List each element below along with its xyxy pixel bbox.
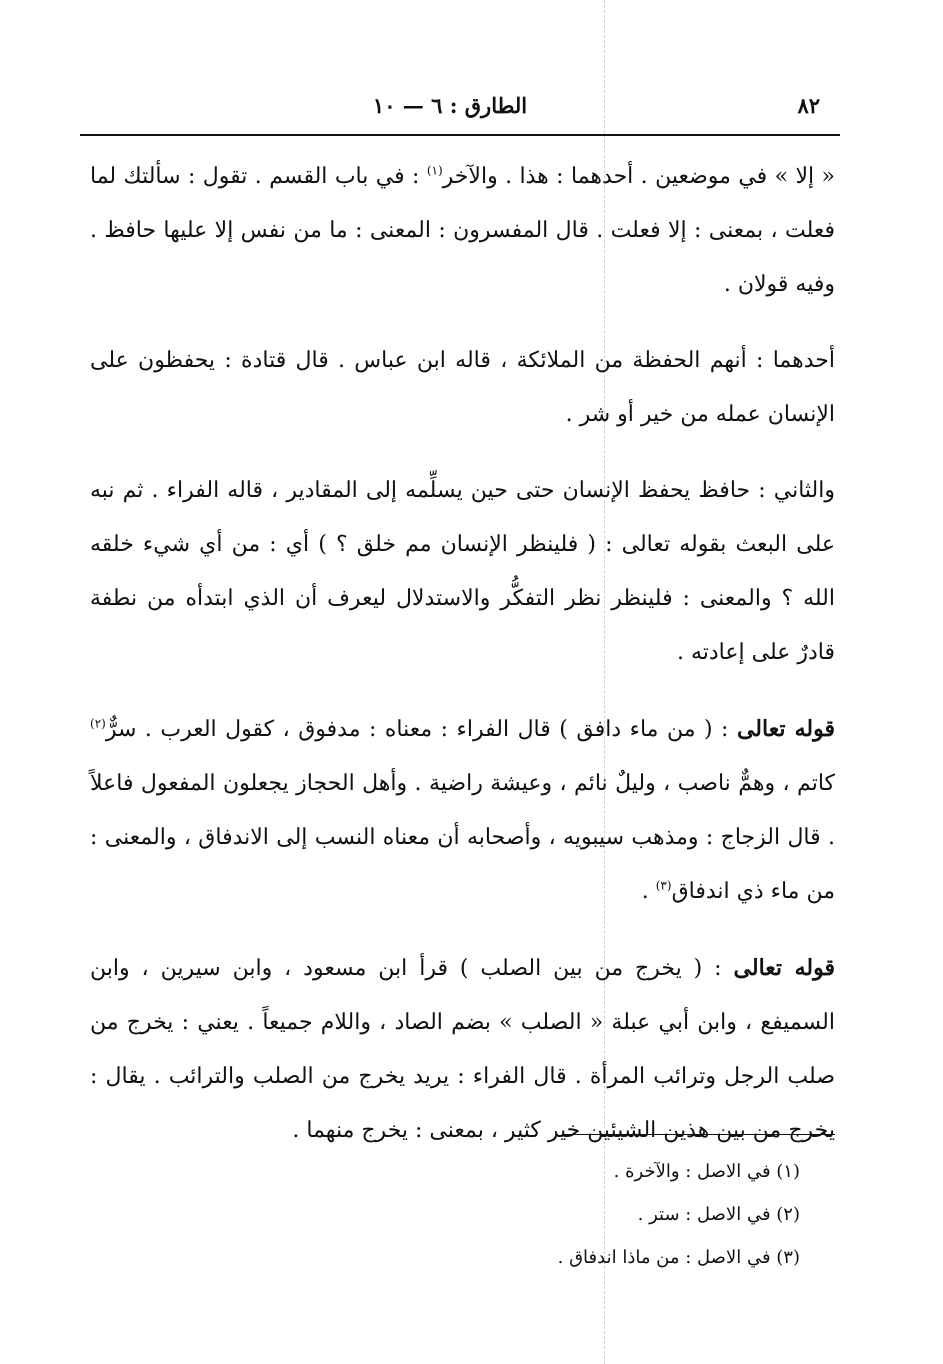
paragraph-text: والثاني : حافظ يحفظ الإنسان حتى حين يسلِّمه إلى المقادير ، قاله الفراء . ثم نبه على البعث بقوله تعالى : ( فلينظر الإنسان مم خلق ؟ ) أي : من أي شيء خلقه الله ؟ والمعنى : فلينظر نظر التفكُّر والاستدلال ليعرف أن الذي ابتدأه من نطفة قادرٌ على إعادته . — [90, 478, 835, 665]
paragraph-text: : ( من ماء دافق ) قال الفراء : معناه : مدفوق ، كقول العرب . سرٌّ — [105, 717, 737, 742]
footnotes — [300, 1150, 800, 1279]
footnote: (٢) في الاصل : ستر . — [637, 1204, 800, 1225]
paragraph-text: . — [641, 879, 656, 904]
footnote: (١) في الاصل : والآخرة . — [613, 1161, 800, 1182]
main-text — [90, 150, 835, 1180]
paragraph — [90, 464, 835, 680]
footnote: (٣) في الاصل : من ماذا اندفاق . — [557, 1247, 800, 1268]
paragraph — [90, 334, 835, 442]
paragraph — [90, 150, 835, 312]
paragraph-text: : في باب القسم . تقول : سألتك لما فعلت ، بمعنى : إلا فعلت . قال المفسرون : المعنى : ما من نفس إلا عليها حافظ . وفيه قولان . — [90, 164, 835, 297]
paragraph-text: : ( يخرج من بين الصلب ) قرأ ابن مسعود ، وابن سيرين ، وابن السميفع ، وابن أبي عبلة « الصلب » بضم الصاد ، واللام جميعاً . يعني : يخرج من صلب الرجل وترائب المرأة . قال الفراء : يريد يخرج من الصلب والترائب . يقال : يخرج من بين هذين الشيئين خير كثير ، بمعنى : يخرج منهما . — [90, 956, 835, 1143]
footnote-rule — [563, 1134, 835, 1135]
paragraph-text: « إلا » في موضعين . أحدهما : هذا . والآخر — [442, 164, 835, 189]
footnote-ref: (٢) — [90, 716, 106, 731]
paragraph-text: كاتم ، وهمٌّ ناصب ، وليلٌ نائم ، وعيشة راضية . وأهل الحجاز يجعلون المفعول فاعلاً . قال الزجاج : ومذهب سيبويه ، وأصحابه أن معناه النسب إلى الاندفاق ، والمعنى : من ماء ذي اندفاق — [90, 771, 835, 904]
page-number: ٨٢ — [797, 92, 820, 118]
paragraph-text: أحدهما : أنهم الحفظة من الملائكة ، قاله ابن عباس . قال قتادة : يحفظون على الإنسان عمله من خير أو شر . — [90, 348, 835, 427]
header-rule — [80, 134, 840, 136]
paragraph — [90, 941, 835, 1158]
running-title: الطارق : ٦ — ١٠ — [372, 92, 528, 118]
verse-label: قوله تعالى — [736, 716, 835, 742]
verse-label: قوله تعالى — [733, 955, 835, 981]
footnote-ref: (٣) — [655, 878, 672, 893]
page-header — [80, 88, 820, 122]
footnote-ref: (١) — [426, 163, 443, 178]
paragraph — [90, 702, 835, 919]
